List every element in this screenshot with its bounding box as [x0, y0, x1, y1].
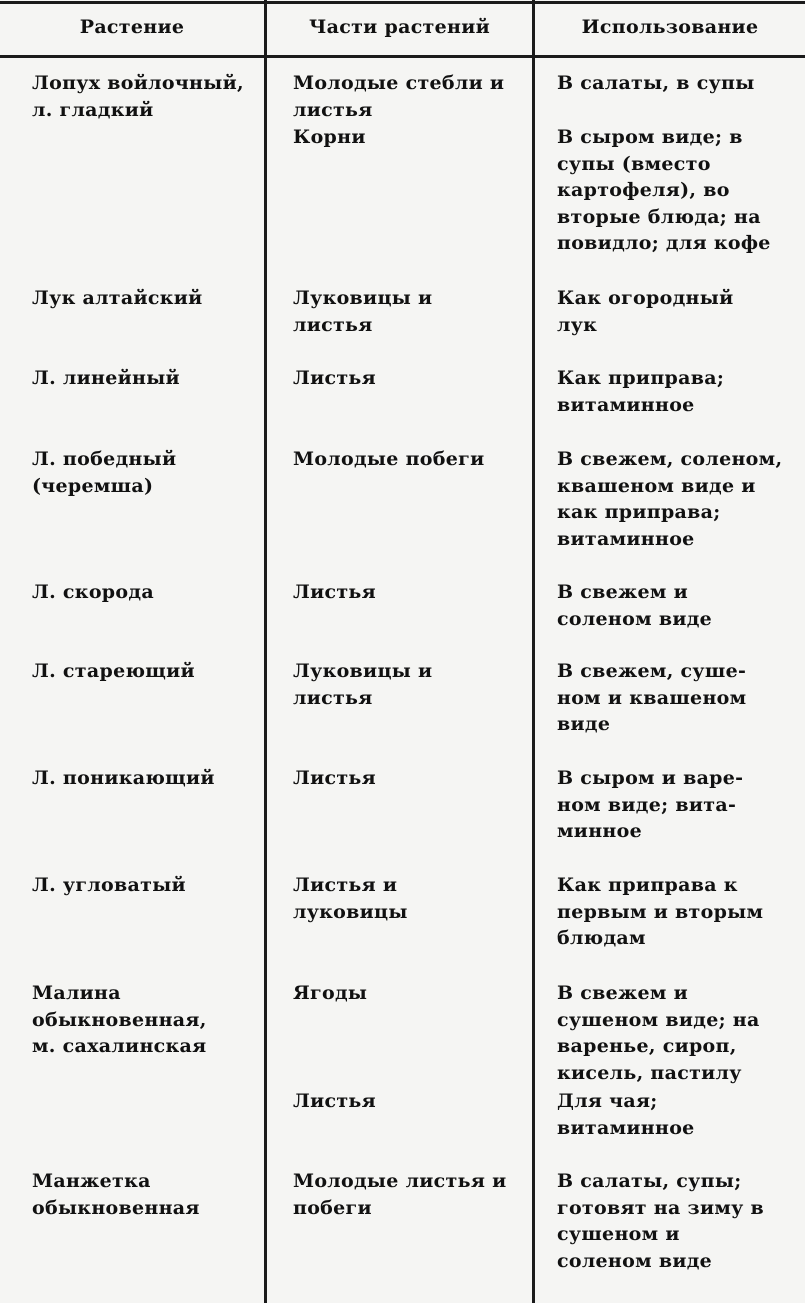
header-usage: Использование: [581, 16, 759, 38]
column-divider-1: [264, 0, 267, 1303]
cell-plant: Л. скорода: [32, 581, 154, 603]
cell-usage: Как приправа к первым и вторым блюдам: [557, 874, 764, 949]
header-plant: Растение: [79, 16, 185, 38]
cell-usage: Для чая; витаминное: [557, 1090, 695, 1139]
cell-parts: Листья и луковицы: [293, 874, 408, 923]
cell-plant: Лопух войлочный, л. гладкий: [32, 72, 244, 121]
cell-plant: Лук алтайский: [32, 287, 203, 309]
column-divider-2: [532, 0, 535, 1303]
cell-usage: В сыром виде; в супы (вместо картофеля), во вторые блюда; на повидло; для кофе: [557, 126, 771, 254]
cell-parts: Ягоды: [293, 982, 368, 1004]
cell-plant: Малина обыкновенная, м. сахалинская: [32, 982, 207, 1057]
cell-usage: В свежем, соленом, квашеном виде и как приправа; витаминное: [557, 448, 783, 550]
header-parts: Части растений: [308, 16, 491, 38]
header-border-bottom: [0, 55, 805, 58]
cell-parts: Листья: [293, 767, 376, 789]
cell-parts: Корни: [293, 126, 366, 148]
cell-parts: Листья: [293, 1090, 376, 1112]
cell-plant: Л. поникающий: [32, 767, 215, 789]
cell-plant: Манжетка обыкновенная: [32, 1170, 200, 1219]
cell-parts: Молодые листья и побеги: [293, 1170, 507, 1219]
cell-usage: В салаты, супы; готовят на зиму в сушеном и соленом виде: [557, 1170, 765, 1272]
cell-usage: В салаты, в супы: [557, 72, 755, 94]
cell-parts: Молодые стебли и листья: [293, 72, 505, 121]
cell-parts: Молодые побеги: [293, 448, 485, 470]
cell-usage: В свежем, суше- ном и квашеном виде: [557, 660, 747, 735]
cell-parts: Листья: [293, 367, 376, 389]
cell-plant: Л. линейный: [32, 367, 180, 389]
cell-plant: Л. стареющий: [32, 660, 195, 682]
cell-usage: Как приправа; витаминное: [557, 367, 725, 416]
cell-usage: Как огородный лук: [557, 287, 734, 336]
cell-plant: Л. победный (черемша): [32, 448, 177, 497]
cell-parts: Луковицы и листья: [293, 660, 433, 709]
cell-usage: В свежем и соленом виде: [557, 581, 713, 630]
cell-parts: Листья: [293, 581, 376, 603]
cell-usage: В сыром и варе- ном виде; вита- минное: [557, 767, 744, 842]
cell-plant: Л. угловатый: [32, 874, 186, 896]
header-border-top: [0, 1, 805, 4]
cell-usage: В свежем и сушеном виде; на варенье, сироп, кисель, пастилу: [557, 982, 760, 1084]
cell-parts: Луковицы и листья: [293, 287, 433, 336]
